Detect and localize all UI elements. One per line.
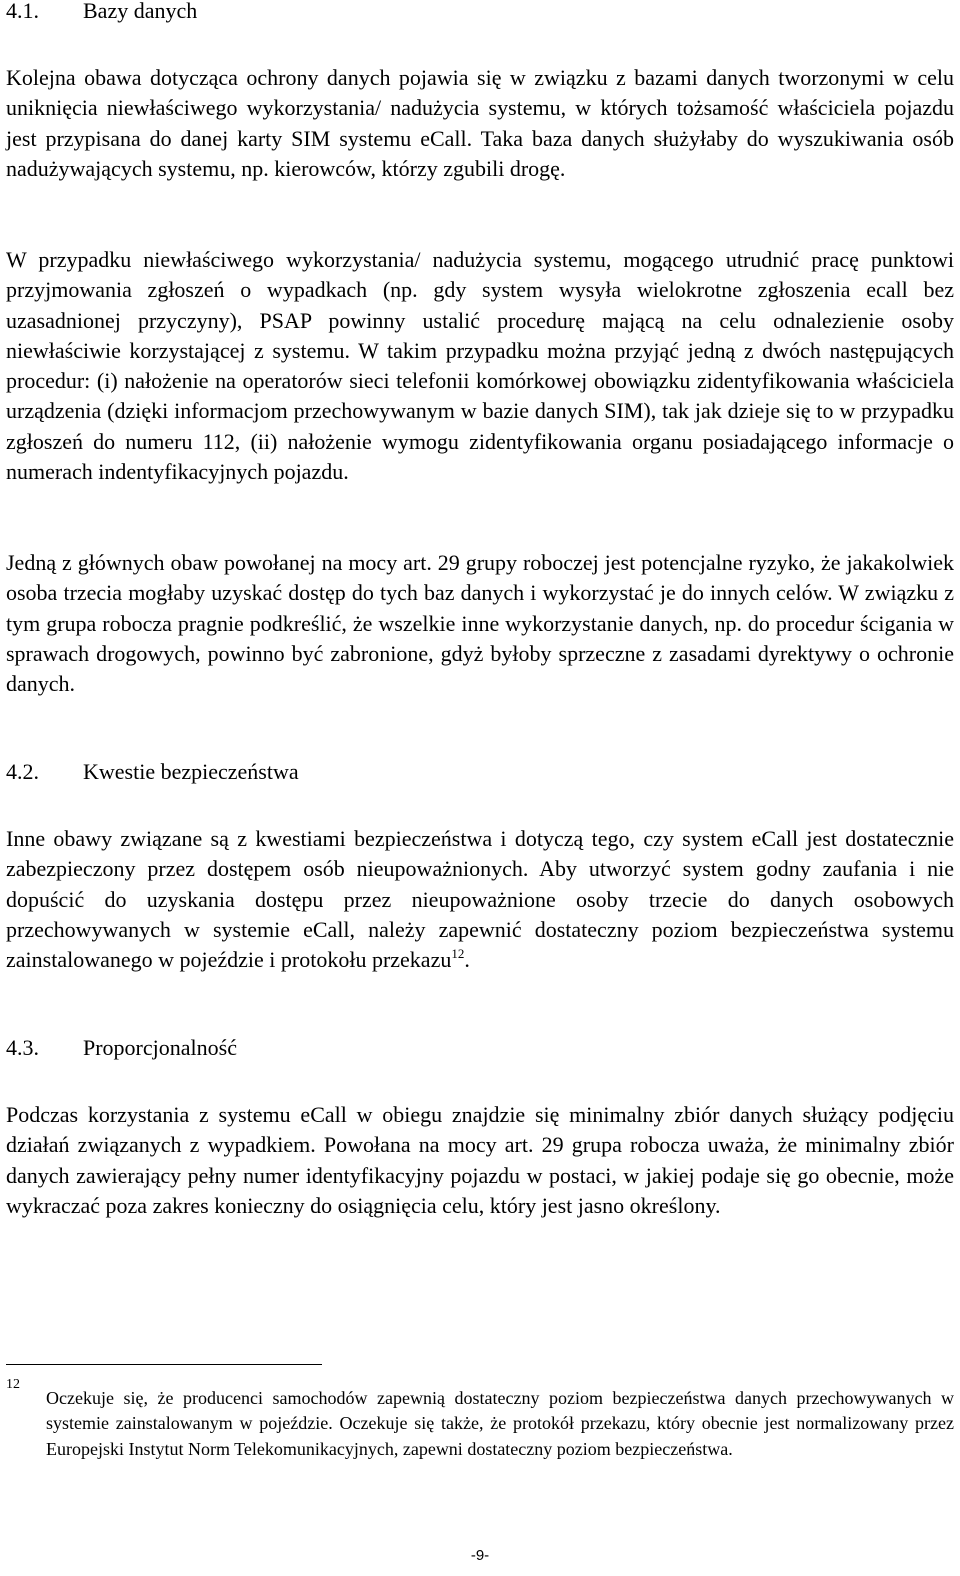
paragraph-text: Inne obawy związane są z kwestiami bezpieczeństwa i dotyczą tego, czy system eCall jest dostatecznie zabezpieczony przez dostępem osób nieupoważnionych. Aby utworzyć system godny zaufania i nie dopuścić do uzyskania dostępu przez nieupoważnione osoby trzecie do danych osobowych przechowywanych w systemie eCall, należy zapewnić dostateczny poziom bezpieczeństwa systemu zainstalowanego w pojeździe i protokołu przekazu xyxy=(6,826,954,973)
paragraph-security-issues xyxy=(6,824,954,975)
section-number: 4.2. xyxy=(6,759,39,784)
footnote-number: 12 xyxy=(6,1377,20,1392)
section-title: Proporcjonalność xyxy=(83,1035,237,1060)
footnote-text: Oczekuje się, że producenci samochodów zapewnią dostateczny poziom bezpieczeństwa danych przechowywanych w systemie zainstalowanym w pojeździe. Oczekuje się także, że protokół przekazu, który obecnie jest normalizowany przez Europejski Instytut Norm Telekomunikacyjnych, zapewni dostateczny poziom bezpieczeństwa. xyxy=(46,1388,954,1459)
paragraph-third-party-risk: Jedną z głównych obaw powołanej na mocy art. 29 grupy roboczej jest potencjalne ryzyko, że jakakolwiek osoba trzecia mogłaby uzyskać dostęp do tych baz danych i wykorzystać je do innych celów. W związku z tym grupa robocza pragnie podkreślić, że wszelkie inne wykorzystanie danych, np. do procedur ścigania w sprawach drogowych, powinno być zabronione, gdyż byłoby sprzeczne z zasadami dyrektywy o ochronie danych. xyxy=(6,550,954,697)
paragraph-databases-concern: Kolejna obawa dotycząca ochrony danych pojawia się w związku z bazami danych tworzonymi w celu uniknięcia niewłaściwego wykorzystania/ nadużycia systemu, w których tożsamość właściciela pojazdu jest przypisana do danej karty SIM systemu eCall. Taka baza danych służyłaby do wyszukiwania osób nadużywających systemu, np. kierowców, którzy zgubili drogę. xyxy=(6,65,954,181)
paragraph-end: . xyxy=(464,947,470,973)
paragraph-misuse-procedure: W przypadku niewłaściwego wykorzystania/ nadużycia systemu, mogącego utrudnić pracę punktowi przyjmowania zgłoszeń o wypadkach (np. gdy system wysyła wielokrotne zgłoszenia ecall bez uzasadnionej przyczyny), PSAP powinny ustalić procedurę mającą na celu odnalezienie osoby niewłaściwie korzystającej z systemu. W takim przypadku można przyjąć jedną z dwóch następujących procedur: (i) nałożenie na operatorów sieci telefonii komórkowej obowiązku zidentyfikowania właściciela urządzenia (dzięki informacjom przechowywanym w bazie danych SIM), tak jak dzieje się to w przypadku zgłoszeń do numeru 112, (ii) nałożenie wymogu zidentyfikowania organu posiadającego informacje o numerach indentyfikacyjnych pojazdu. xyxy=(6,247,954,485)
section-number: 4.3. xyxy=(6,1035,39,1060)
footnote-separator xyxy=(6,1364,322,1365)
page-number: -9- xyxy=(470,1547,490,1564)
section-heading-bazy-danych xyxy=(6,0,197,24)
paragraph-proportionality: Podczas korzystania z systemu eCall w obiegu znajdzie się minimalny zbiór danych służący podjęciu działań związanych z wypadkiem. Powołana na mocy art. 29 grupa robocza uważa, że minimalny zbiór danych zawierający pełny numer identyfikacyjny pojazdu w postaci, w jakiej podaje się go obecnie, może wykraczać poza zakres konieczny do osiągnięcia celu, który jest jasno określony. xyxy=(6,1102,954,1218)
section-heading-kwestie-bezpieczenstwa xyxy=(6,759,299,785)
section-title: Bazy danych xyxy=(83,0,198,23)
section-title: Kwestie bezpieczeństwa xyxy=(83,759,299,784)
section-number: 4.1. xyxy=(6,0,39,23)
footnote-reference[interactable]: 12 xyxy=(451,946,465,962)
section-heading-proporcjonalnosc xyxy=(6,1035,237,1061)
